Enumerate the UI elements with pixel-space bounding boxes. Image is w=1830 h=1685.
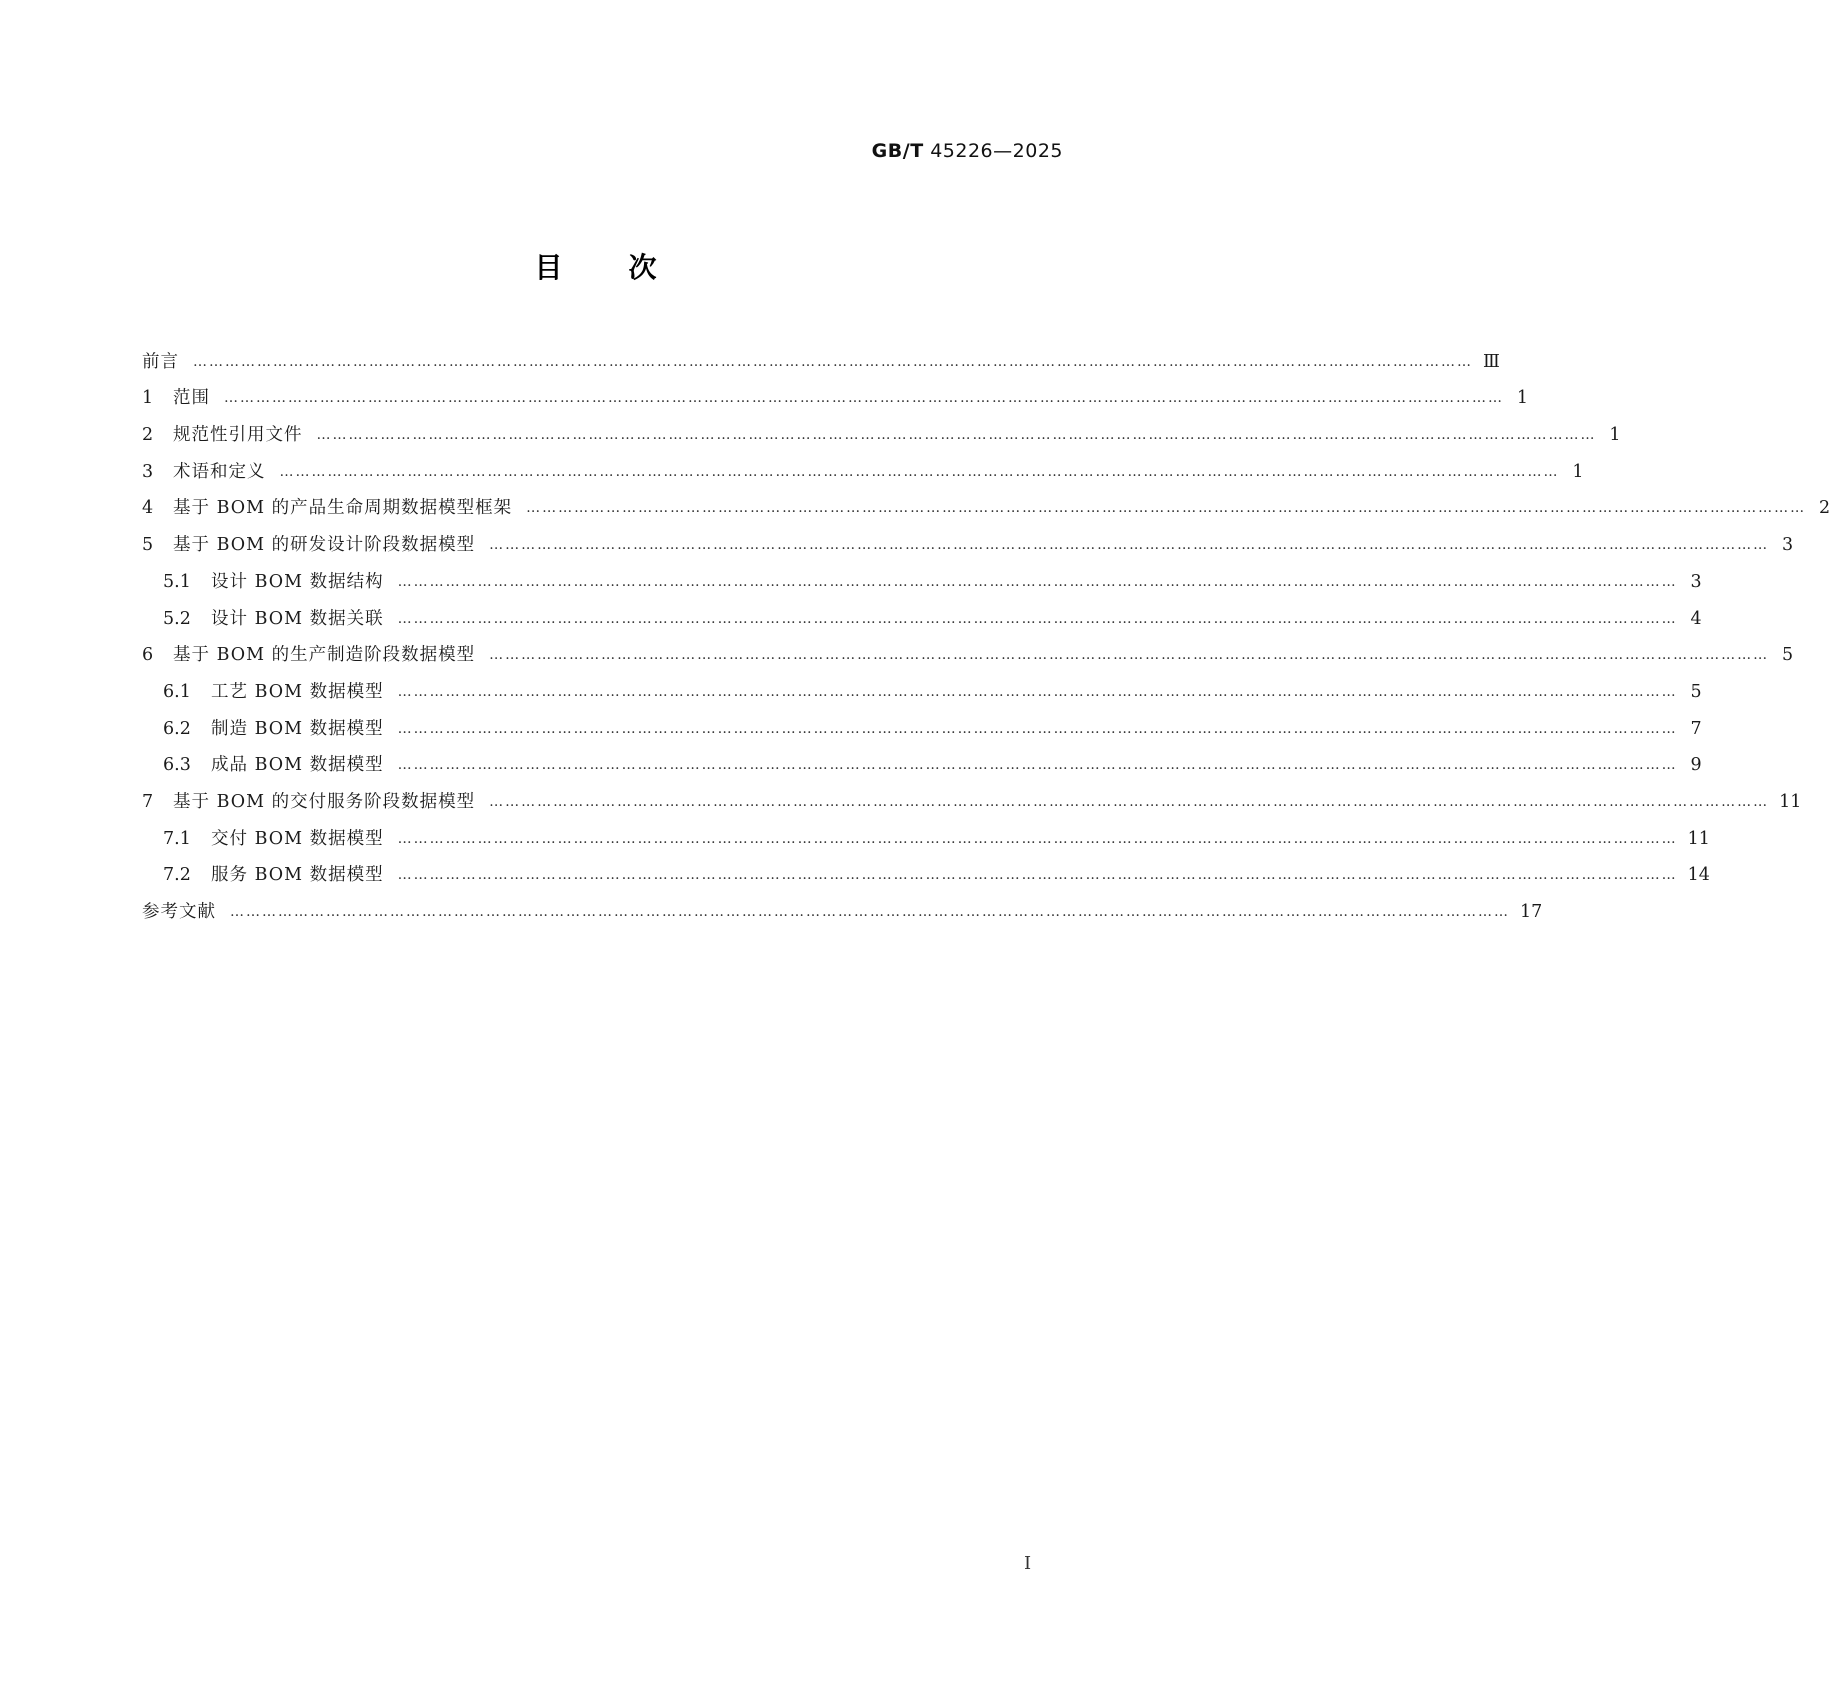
- toc-entry-page: 5: [1690, 681, 1702, 702]
- toc-entry-page: 3: [1781, 535, 1794, 556]
- toc-leader-dots: ……………………………………………………………………………………………………………………………………………………………………………………………………………………: [397, 867, 1678, 884]
- toc-entry-page: 3: [1690, 571, 1702, 592]
- toc-leader-dots: ……………………………………………………………………………………………………………………………………………………………………………………………………………………: [397, 573, 1678, 590]
- toc-entry[interactable]: [142, 666, 1702, 703]
- toc-entry-number: 3: [142, 461, 154, 482]
- toc-leader-dots: ……………………………………………………………………………………………………………………………………………………………………………………………………………………: [230, 904, 1510, 920]
- toc-entry[interactable]: [142, 556, 1702, 593]
- toc-entry-page: 2: [1818, 498, 1830, 519]
- toc-entry-title: 设计 BOM 数据关联: [211, 608, 384, 629]
- table-of-contents: [142, 336, 1830, 923]
- toc-leader-dots: ……………………………………………………………………………………………………………………………………………………………………………………………………………………: [224, 390, 1504, 407]
- toc-entry-number: 5.2: [163, 608, 191, 629]
- toc-entry-number: 6: [142, 645, 154, 666]
- toc-entry-title: 交付 BOM 数据模型: [211, 828, 384, 849]
- toc-entry-number: 7.1: [163, 828, 191, 849]
- toc-entry-title: 基于 BOM 的研发设计阶段数据模型: [173, 535, 476, 556]
- toc-leader-dots: ……………………………………………………………………………………………………………………………………………………………………………………………………………………: [279, 463, 1560, 480]
- toc-entry-title: 术语和定义: [173, 461, 266, 482]
- toc-entry[interactable]: [142, 813, 1710, 850]
- toc-leader-dots: ……………………………………………………………………………………………………………………………………………………………………………………………………………………: [489, 537, 1770, 554]
- toc-entry[interactable]: [142, 519, 1794, 556]
- toc-entry-number: 5: [142, 535, 154, 556]
- toc-leader-dots: ……………………………………………………………………………………………………………………………………………………………………………………………………………………: [316, 427, 1597, 444]
- toc-entry-page: Ⅲ: [1483, 351, 1500, 372]
- toc-entry-title: 设计 BOM 数据结构: [211, 571, 384, 592]
- toc-entry-page: 5: [1781, 645, 1794, 666]
- toc-entry-number: 7: [142, 791, 154, 812]
- page-number: I: [1024, 1553, 1032, 1574]
- toc-leader-dots: ……………………………………………………………………………………………………………………………………………………………………………………………………………………: [526, 500, 1807, 517]
- toc-entry[interactable]: [142, 630, 1794, 667]
- toc-entry[interactable]: [142, 740, 1702, 777]
- toc-entry-number: 6.2: [163, 718, 191, 739]
- toc-entry-title: 基于 BOM 的产品生命周期数据模型框架: [173, 498, 513, 519]
- toc-leader-dots: ……………………………………………………………………………………………………………………………………………………………………………………………………………………: [489, 793, 1770, 810]
- toc-entry-title: 范围: [173, 388, 210, 409]
- toc-entry-number: 5.1: [163, 571, 191, 592]
- toc-entry-page: 17: [1520, 902, 1543, 922]
- toc-entry-number: 1: [142, 388, 154, 409]
- toc-entry[interactable]: [142, 886, 1543, 923]
- toc-leader-dots: ……………………………………………………………………………………………………………………………………………………………………………………………………………………: [397, 720, 1678, 737]
- toc-entry-title: 成品 BOM 数据模型: [211, 755, 384, 776]
- toc-leader-dots: ……………………………………………………………………………………………………………………………………………………………………………………………………………………: [397, 830, 1678, 847]
- toc-entry-page: 1: [1609, 425, 1621, 446]
- toc-entry-number: 2: [142, 425, 154, 446]
- toc-entry-title: 参考文献: [142, 902, 216, 922]
- toc-entry[interactable]: [142, 776, 1802, 813]
- toc-leader-dots: ……………………………………………………………………………………………………………………………………………………………………………………………………………………: [489, 647, 1770, 664]
- toc-entry-page: 7: [1690, 718, 1702, 739]
- toc-entry-title: 前言: [142, 351, 179, 372]
- toc-entry-title: 制造 BOM 数据模型: [211, 718, 384, 739]
- toc-entry-page: 9: [1690, 755, 1702, 776]
- toc-entry[interactable]: [142, 483, 1830, 520]
- standard-prefix: GB/T: [871, 140, 924, 162]
- toc-entry-page: 1: [1516, 388, 1528, 409]
- toc-leader-dots: ……………………………………………………………………………………………………………………………………………………………………………………………………………………: [193, 353, 1473, 370]
- standard-code: [872, 140, 1063, 162]
- toc-leader-dots: ……………………………………………………………………………………………………………………………………………………………………………………………………………………: [397, 683, 1678, 700]
- toc-entry-page: 11: [1687, 828, 1710, 849]
- toc-entry-number: 4: [142, 498, 154, 519]
- toc-leader-dots: ……………………………………………………………………………………………………………………………………………………………………………………………………………………: [397, 757, 1678, 774]
- toc-entry[interactable]: [142, 373, 1528, 410]
- toc-entry-number: 6.3: [163, 755, 191, 776]
- toc-entry[interactable]: [142, 409, 1621, 446]
- toc-entry-title: 规范性引用文件: [173, 425, 303, 446]
- toc-entry[interactable]: [142, 850, 1710, 887]
- toc-entry-title: 服务 BOM 数据模型: [211, 865, 384, 886]
- toc-entry-number: 7.2: [163, 865, 191, 886]
- toc-entry[interactable]: [142, 593, 1702, 630]
- toc-entry-page: 11: [1779, 791, 1802, 812]
- toc-entry-page: 14: [1687, 865, 1710, 886]
- page-title: 目次: [534, 251, 723, 284]
- toc-entry[interactable]: [142, 336, 1500, 373]
- toc-entry-page: 1: [1572, 461, 1584, 482]
- standard-number: 45226—2025: [930, 140, 1063, 162]
- toc-entry-page: 4: [1690, 608, 1702, 629]
- toc-entry[interactable]: [142, 446, 1584, 483]
- toc-entry-title: 基于 BOM 的交付服务阶段数据模型: [173, 791, 476, 812]
- toc-entry-number: 6.1: [163, 681, 191, 702]
- toc-entry-title: 工艺 BOM 数据模型: [211, 681, 384, 702]
- toc-entry-title: 基于 BOM 的生产制造阶段数据模型: [173, 645, 476, 666]
- toc-leader-dots: ……………………………………………………………………………………………………………………………………………………………………………………………………………………: [397, 610, 1678, 627]
- toc-entry[interactable]: [142, 703, 1702, 740]
